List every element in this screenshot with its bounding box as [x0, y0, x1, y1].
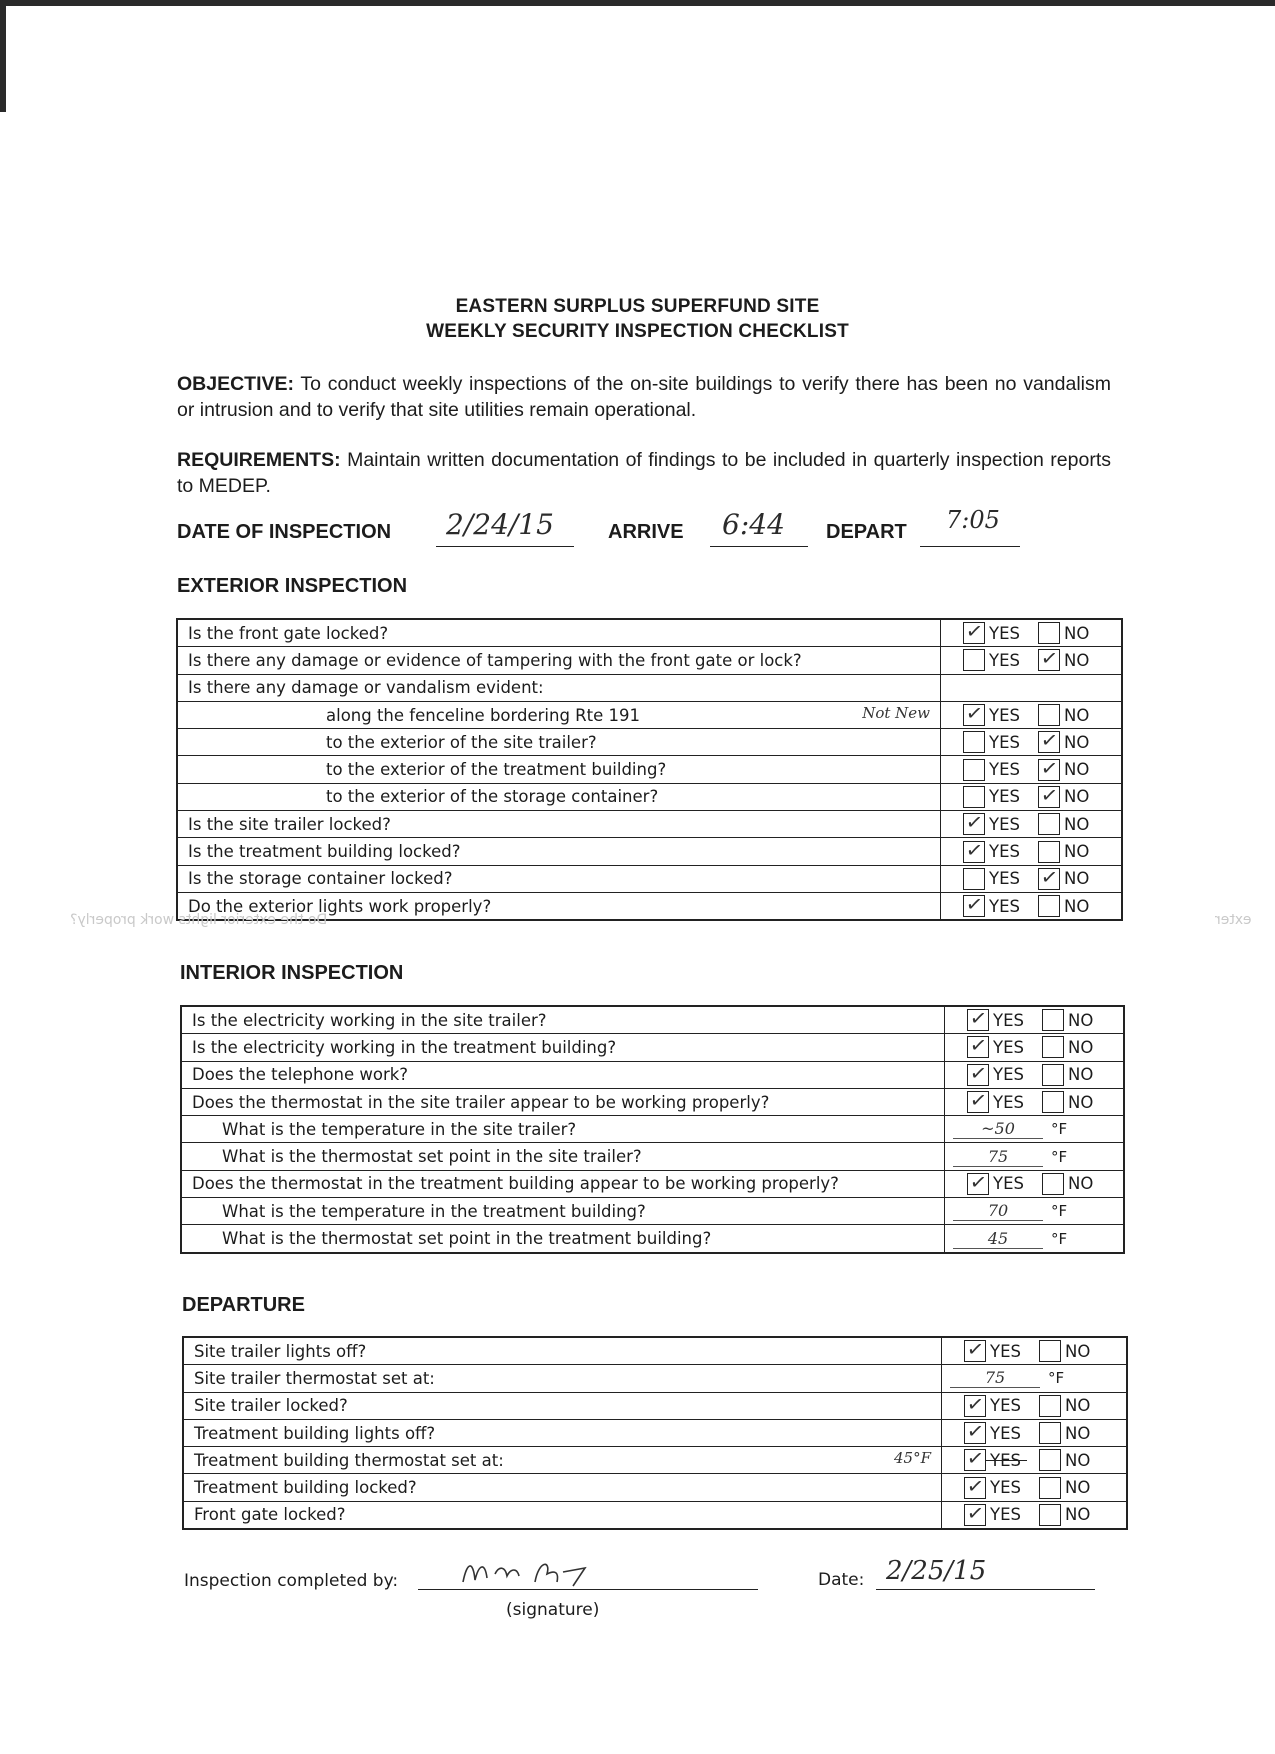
- completed-by-label: Inspection completed by:: [184, 1571, 399, 1591]
- question-text: Site trailer locked?: [194, 1396, 348, 1416]
- question-cell: [183, 1447, 942, 1474]
- question-text: to the exterior of the site trailer?: [326, 732, 597, 752]
- question-cell: [181, 1198, 945, 1225]
- yes-checkbox[interactable]: [964, 1390, 986, 1417]
- objective-label: OBJECTIVE:: [177, 373, 295, 395]
- table-row: [177, 647, 1122, 674]
- yes-label: YES: [989, 787, 1020, 807]
- handwritten-value: ~50: [953, 1120, 1043, 1139]
- unit-label: °F: [1051, 1202, 1068, 1221]
- yes-checkbox[interactable]: [963, 809, 985, 836]
- no-checkbox[interactable]: [1039, 1340, 1061, 1362]
- yes-label: YES: [990, 1341, 1021, 1361]
- question-text: What is the thermostat set point in the site trailer?: [222, 1147, 642, 1167]
- yes-checkbox[interactable]: [963, 868, 985, 890]
- question-text: Is the front gate locked?: [188, 623, 389, 643]
- objective-text: To conduct weekly inspections of the on-site buildings to verify there has been no vandalism or intrusion and to verify that site utilities remain operational.: [177, 373, 1111, 421]
- no-label: NO: [1063, 869, 1090, 889]
- yes-label: YES: [990, 1505, 1021, 1525]
- check-mark-icon: ✓: [968, 1059, 989, 1086]
- question-text: Treatment building locked?: [194, 1478, 417, 1498]
- table-row: [183, 1501, 1127, 1529]
- handwritten-signature: [455, 1552, 615, 1592]
- no-checkbox[interactable]: [1038, 645, 1060, 672]
- question-text: Treatment building lights off?: [194, 1423, 436, 1443]
- yes-checkbox[interactable]: [964, 1472, 986, 1499]
- unit-label: °F: [1051, 1147, 1068, 1166]
- question-text: to the exterior of the treatment building?: [326, 760, 667, 780]
- table-row: [177, 619, 1122, 647]
- no-label: NO: [1063, 787, 1090, 807]
- question-cell: [177, 674, 941, 701]
- requirements-label: REQUIREMENTS:: [177, 449, 341, 471]
- answer-cell: [945, 1006, 1125, 1034]
- question-text: along the fenceline bordering Rte 191: [326, 705, 641, 725]
- arrive-line: [710, 546, 808, 547]
- arrive-value: 6:44: [722, 508, 785, 541]
- answer-cell: [941, 701, 1123, 728]
- question-cell: [177, 783, 941, 810]
- yes-checkbox[interactable]: [964, 1336, 986, 1363]
- no-label: NO: [1067, 1010, 1094, 1030]
- check-mark-icon: ✓: [964, 809, 985, 836]
- answer-cell: [945, 1170, 1125, 1197]
- unit-label: °F: [1051, 1120, 1068, 1139]
- document-title: EASTERN SURPLUS SUPERFUND SITE: [455, 296, 820, 317]
- handwritten-value: 75: [953, 1148, 1043, 1167]
- completion-date-line: [876, 1589, 1095, 1590]
- question-cell: [177, 811, 941, 838]
- completion-date-label: Date:: [818, 1570, 865, 1590]
- no-checkbox[interactable]: [1038, 813, 1060, 835]
- check-mark-icon: ✓: [964, 836, 985, 863]
- check-mark-icon: ✓: [964, 891, 985, 918]
- no-checkbox[interactable]: [1038, 754, 1060, 781]
- question-cell: [181, 1116, 945, 1143]
- no-checkbox[interactable]: [1038, 895, 1060, 917]
- table-row: [177, 783, 1122, 810]
- answer-cell: [942, 1501, 1128, 1529]
- no-label: NO: [1067, 1065, 1094, 1085]
- question-text: to the exterior of the storage container?: [326, 787, 659, 807]
- answer-cell: [941, 865, 1123, 892]
- table-row: [183, 1337, 1127, 1365]
- question-cell: [183, 1474, 942, 1501]
- table-row: [177, 838, 1122, 865]
- no-checkbox[interactable]: [1038, 704, 1060, 726]
- table-row: [177, 701, 1122, 728]
- question-cell: [181, 1225, 945, 1253]
- table-row: [181, 1061, 1124, 1088]
- yes-label: YES: [993, 1037, 1024, 1057]
- check-mark-icon: ✓: [965, 1472, 986, 1499]
- yes-label: YES: [993, 1092, 1024, 1112]
- question-text: Treatment building thermostat set at:: [194, 1450, 504, 1470]
- no-checkbox[interactable]: [1042, 1064, 1064, 1086]
- question-cell: [181, 1006, 945, 1034]
- answer-cell: [941, 619, 1123, 647]
- interior-table: [180, 1005, 1125, 1254]
- document-subtitle: WEEKLY SECURITY INSPECTION CHECKLIST: [426, 321, 849, 342]
- table-row: [177, 756, 1122, 783]
- answer-cell: [941, 838, 1123, 865]
- no-checkbox[interactable]: [1042, 1091, 1064, 1113]
- question-cell: [181, 1143, 945, 1170]
- yes-label: YES: [990, 1451, 1021, 1470]
- question-cell: [181, 1034, 945, 1061]
- table-row: [183, 1474, 1127, 1501]
- check-mark-icon: ✓: [1039, 781, 1060, 808]
- date-of-inspection-value: 2/24/15: [446, 508, 554, 541]
- question-text: Site trailer thermostat set at:: [194, 1368, 435, 1388]
- question-text: Does the thermostat in the treatment building appear to be working properly?: [192, 1174, 839, 1194]
- strikethrough-mark: [986, 1460, 1027, 1461]
- check-mark-icon: ✓: [1039, 863, 1060, 890]
- signature-caption: (signature): [506, 1600, 600, 1620]
- answer-cell: [945, 1143, 1125, 1170]
- no-checkbox[interactable]: [1039, 1504, 1061, 1526]
- yes-checkbox[interactable]: [963, 836, 985, 863]
- answer-cell: [945, 1198, 1125, 1225]
- yes-label: YES: [989, 623, 1020, 643]
- no-checkbox[interactable]: [1042, 1036, 1064, 1058]
- arrive-label: ARRIVE: [608, 521, 684, 543]
- date-line: [436, 546, 574, 547]
- no-checkbox[interactable]: [1039, 1449, 1061, 1471]
- yes-checkbox[interactable]: [963, 731, 985, 753]
- no-label: NO: [1064, 1396, 1091, 1416]
- yes-label: YES: [990, 1478, 1021, 1498]
- table-row: [177, 674, 1122, 701]
- check-mark-icon: ✓: [965, 1390, 986, 1417]
- table-row: [181, 1225, 1124, 1253]
- question-text: Is the site trailer locked?: [188, 814, 391, 834]
- no-checkbox[interactable]: [1038, 863, 1060, 890]
- table-row: [183, 1447, 1127, 1474]
- check-mark-icon: ✓: [965, 1499, 986, 1526]
- no-checkbox[interactable]: [1038, 622, 1060, 644]
- no-label: NO: [1064, 1505, 1091, 1525]
- objective-paragraph: [177, 371, 1111, 423]
- answer-cell: [942, 1365, 1128, 1392]
- answer-cell: [945, 1061, 1125, 1088]
- check-mark-icon: ✓: [968, 1032, 989, 1059]
- question-text: What is the temperature in the site trailer?: [222, 1119, 577, 1139]
- check-mark-icon: ✓: [1039, 754, 1060, 781]
- scan-border-left: [0, 0, 6, 112]
- question-cell: [181, 1170, 945, 1197]
- question-text: Does the thermostat in the site trailer appear to be working properly?: [192, 1092, 770, 1112]
- no-label: NO: [1063, 732, 1090, 752]
- question-text: Is the electricity working in the site trailer?: [192, 1010, 547, 1030]
- handwritten-note: 45°F: [894, 1449, 931, 1468]
- date-of-inspection-label: DATE OF INSPECTION: [177, 521, 392, 543]
- yes-label: YES: [989, 705, 1020, 725]
- yes-label: YES: [989, 760, 1020, 780]
- no-label: NO: [1063, 650, 1090, 670]
- question-cell: [177, 729, 941, 756]
- yes-checkbox[interactable]: [964, 1417, 986, 1445]
- yes-label: YES: [989, 732, 1020, 752]
- table-row: [177, 811, 1122, 838]
- question-cell: [181, 1088, 945, 1115]
- no-label: NO: [1067, 1174, 1094, 1194]
- yes-checkbox[interactable]: [967, 1059, 989, 1086]
- no-label: NO: [1067, 1037, 1094, 1057]
- yes-label: YES: [989, 842, 1020, 862]
- completion-date-value: 2/25/15: [886, 1556, 987, 1586]
- bleed-through-text: Do the exterior lights work properly?: [70, 912, 328, 928]
- check-mark-icon: ✓: [968, 1086, 989, 1114]
- table-row: [181, 1116, 1124, 1143]
- question-cell: [183, 1337, 942, 1365]
- answer-cell: [941, 674, 1123, 701]
- yes-label: YES: [990, 1396, 1021, 1416]
- no-label: NO: [1064, 1450, 1091, 1470]
- no-label: NO: [1063, 623, 1090, 643]
- handwritten-value: 70: [953, 1202, 1043, 1221]
- depart-line: [920, 546, 1020, 547]
- question-text: What is the thermostat set point in the treatment building?: [222, 1229, 712, 1249]
- no-label: NO: [1063, 760, 1090, 780]
- question-text: Do the exterior lights work properly?: [188, 896, 492, 916]
- answer-cell: [941, 729, 1123, 756]
- no-label: NO: [1063, 896, 1090, 916]
- yes-checkbox[interactable]: [967, 1032, 989, 1059]
- no-checkbox[interactable]: [1039, 1422, 1061, 1444]
- depart-label: DEPART: [826, 521, 907, 543]
- answer-cell: [942, 1337, 1128, 1365]
- yes-label: YES: [989, 869, 1020, 889]
- no-checkbox[interactable]: [1038, 781, 1060, 808]
- table-row: [181, 1198, 1124, 1225]
- check-mark-icon: ✓: [968, 1168, 989, 1195]
- check-mark-icon: ✓: [965, 1445, 986, 1472]
- table-row: [177, 729, 1122, 756]
- check-mark-icon: ✓: [968, 1005, 989, 1032]
- question-cell: [177, 756, 941, 783]
- table-row: [177, 865, 1122, 892]
- yes-checkbox[interactable]: [963, 699, 985, 727]
- no-checkbox[interactable]: [1038, 727, 1060, 754]
- yes-checkbox[interactable]: [963, 891, 985, 918]
- table-row: [183, 1365, 1127, 1392]
- yes-checkbox[interactable]: [967, 1168, 989, 1195]
- no-checkbox[interactable]: [1039, 1477, 1061, 1499]
- yes-checkbox[interactable]: [964, 1499, 986, 1526]
- no-checkbox[interactable]: [1042, 1173, 1064, 1195]
- scan-border-top: [0, 0, 1275, 6]
- answer-cell: [945, 1225, 1125, 1253]
- departure-table: [182, 1336, 1128, 1530]
- table-row: [183, 1419, 1127, 1446]
- handwritten-value: 75: [950, 1369, 1040, 1388]
- question-cell: [183, 1501, 942, 1529]
- handwritten-note: Not New: [862, 703, 930, 722]
- interior-heading: INTERIOR INSPECTION: [180, 962, 404, 984]
- question-text: Is the storage container locked?: [188, 869, 453, 889]
- answer-cell: [945, 1116, 1125, 1143]
- table-row: [181, 1034, 1124, 1061]
- yes-checkbox[interactable]: [963, 618, 985, 645]
- question-text: Is there any damage or vandalism evident:: [188, 678, 544, 698]
- question-text: Is the electricity working in the treatment building?: [192, 1037, 617, 1057]
- yes-checkbox[interactable]: [964, 1445, 986, 1472]
- bleed-through-text-right: exter: [1215, 912, 1252, 928]
- check-mark-icon: ✓: [965, 1336, 986, 1363]
- requirements-text: Maintain written documentation of findings to be included in quarterly inspection reports to MEDEP.: [177, 449, 1111, 497]
- yes-label: YES: [993, 1010, 1024, 1030]
- answer-cell: [942, 1447, 1128, 1474]
- no-label: NO: [1067, 1092, 1094, 1112]
- answer-cell: [942, 1392, 1128, 1419]
- question-cell: [177, 647, 941, 674]
- answer-cell: [941, 647, 1123, 674]
- question-cell: [183, 1419, 942, 1446]
- yes-checkbox[interactable]: [967, 1005, 989, 1032]
- check-mark-icon: ✓: [964, 699, 985, 727]
- yes-checkbox[interactable]: [963, 759, 985, 781]
- answer-cell: [941, 811, 1123, 838]
- table-row: [181, 1006, 1124, 1034]
- check-mark-icon: ✓: [1039, 727, 1060, 754]
- no-checkbox[interactable]: [1039, 1395, 1061, 1417]
- no-label: NO: [1064, 1423, 1091, 1443]
- depart-value: 7:05: [946, 506, 1000, 534]
- yes-checkbox[interactable]: [967, 1086, 989, 1114]
- no-label: NO: [1063, 814, 1090, 834]
- handwritten-value: 45: [953, 1230, 1043, 1249]
- question-text: Does the telephone work?: [192, 1065, 409, 1085]
- question-cell: [183, 1392, 942, 1419]
- question-text: Site trailer lights off?: [194, 1341, 367, 1361]
- question-cell: [177, 701, 941, 728]
- unit-label: °F: [1051, 1229, 1068, 1248]
- no-checkbox[interactable]: [1038, 841, 1060, 863]
- answer-cell: [942, 1474, 1128, 1501]
- table-row: [181, 1170, 1124, 1197]
- check-mark-icon: ✓: [965, 1417, 986, 1445]
- answer-cell: [945, 1088, 1125, 1115]
- question-cell: [177, 865, 941, 892]
- check-mark-icon: ✓: [1039, 645, 1060, 672]
- table-row: [183, 1392, 1127, 1419]
- no-label: NO: [1064, 1478, 1091, 1498]
- check-mark-icon: ✓: [964, 618, 985, 645]
- no-label: NO: [1063, 705, 1090, 725]
- answer-cell: [941, 783, 1123, 810]
- yes-checkbox[interactable]: [963, 786, 985, 808]
- question-text: Is there any damage or evidence of tampering with the front gate or lock?: [188, 650, 802, 670]
- question-text: What is the temperature in the treatment building?: [222, 1201, 646, 1221]
- yes-label: YES: [993, 1065, 1024, 1085]
- departure-heading: DEPARTURE: [182, 1294, 305, 1316]
- yes-checkbox[interactable]: [963, 649, 985, 671]
- answer-cell: [945, 1034, 1125, 1061]
- yes-label: YES: [989, 896, 1020, 916]
- question-cell: [177, 619, 941, 647]
- exterior-heading: EXTERIOR INSPECTION: [177, 575, 408, 597]
- no-label: NO: [1064, 1341, 1091, 1361]
- yes-label: YES: [989, 650, 1020, 670]
- table-row: [181, 1143, 1124, 1170]
- yes-label: YES: [993, 1174, 1024, 1194]
- answer-cell: [942, 1419, 1128, 1446]
- yes-label: YES: [989, 814, 1020, 834]
- question-text: Is the treatment building locked?: [188, 842, 461, 862]
- question-text: Front gate locked?: [194, 1505, 346, 1525]
- no-label: NO: [1063, 842, 1090, 862]
- no-checkbox[interactable]: [1042, 1009, 1064, 1031]
- yes-label: YES: [990, 1423, 1021, 1443]
- table-row: [181, 1088, 1124, 1115]
- answer-cell: [941, 892, 1123, 920]
- answer-cell: [941, 756, 1123, 783]
- question-cell: [181, 1061, 945, 1088]
- unit-label: °F: [1048, 1369, 1065, 1388]
- question-cell: [177, 838, 941, 865]
- requirements-paragraph: [177, 447, 1111, 499]
- exterior-table: [176, 618, 1123, 921]
- question-cell: [183, 1365, 942, 1392]
